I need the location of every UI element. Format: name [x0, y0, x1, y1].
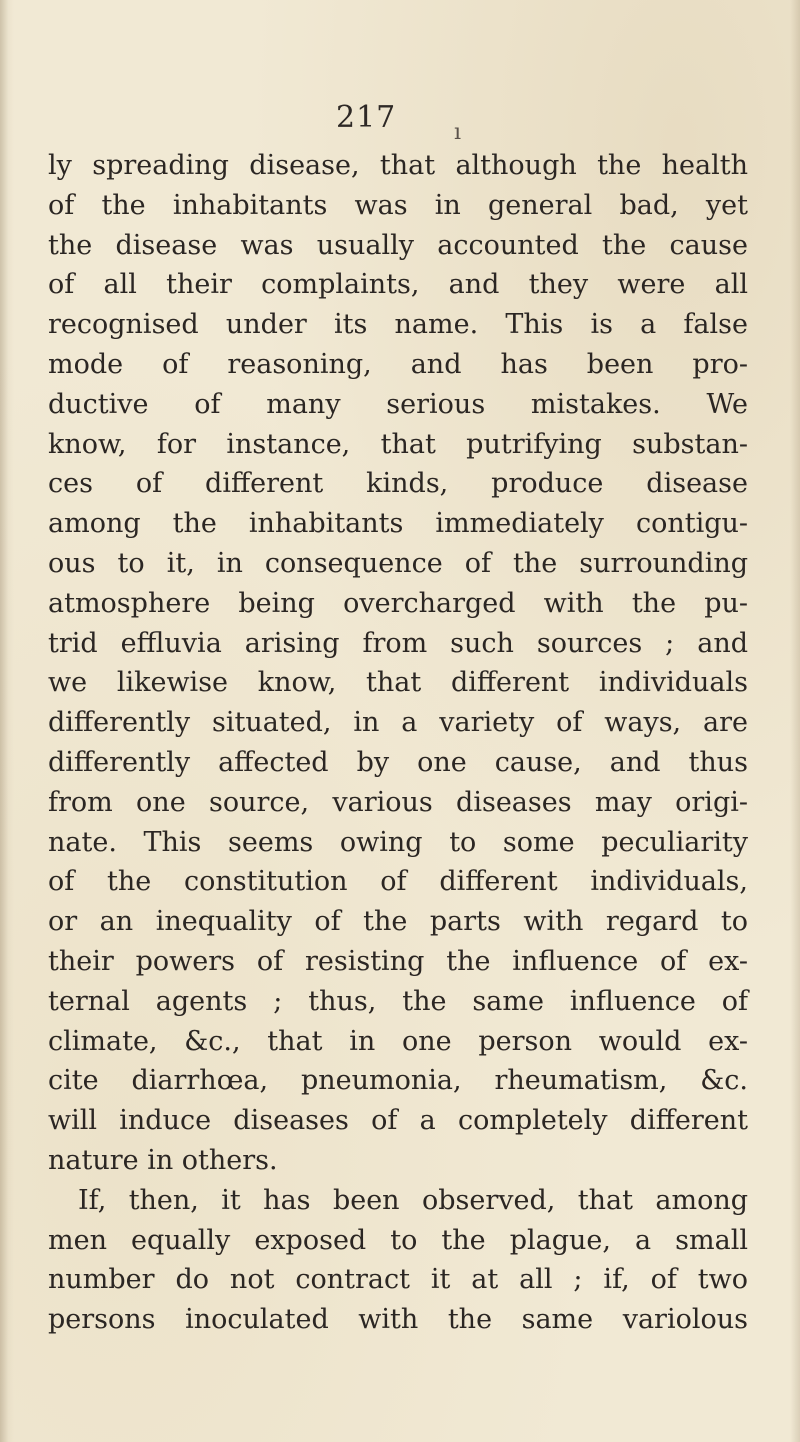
text-line: their powers of resisting the influence of ex-: [48, 945, 748, 977]
text-line: differently affected by one cause, and thus: [48, 746, 748, 778]
text-line: recognised under its name. This is a false: [48, 309, 748, 341]
text-line: we likewise know, that different individuals: [48, 667, 748, 699]
print-mark: ı: [454, 120, 462, 145]
text-line: ces of different kinds, produce disease: [48, 468, 748, 500]
text-line: climate, &c., that in one person would ex-: [48, 1025, 748, 1057]
body-text: [48, 146, 748, 1340]
text-line: among the inhabitants immediately contigu-: [48, 508, 748, 540]
text-line: persons inoculated with the same variolous: [48, 1304, 748, 1336]
page-number: 217: [336, 100, 397, 135]
text-line: men equally exposed to the plague, a small: [48, 1224, 748, 1256]
text-line: nate. This seems owing to some peculiarity: [48, 826, 748, 858]
text-line: differently situated, in a variety of ways, are: [48, 707, 748, 739]
text-line: of the constitution of different individuals,: [48, 866, 748, 898]
text-line: from one source, various diseases may origi-: [48, 786, 748, 818]
text-line: of the inhabitants was in general bad, yet: [48, 189, 748, 221]
text-line: of all their complaints, and they were all: [48, 269, 748, 301]
text-line: know, for instance, that putrifying substan-: [48, 428, 748, 460]
text-line: nature in others.: [48, 1144, 278, 1176]
page-binding-shadow: [0, 0, 14, 1442]
text-line: trid effluvia arising from such sources ; and: [48, 627, 748, 659]
text-line: If, then, it has been observed, that among: [78, 1184, 748, 1216]
text-line: number do not contract it at all ; if, of two: [48, 1264, 748, 1296]
text-line: ly spreading disease, that although the health: [48, 150, 748, 181]
text-line: will induce diseases of a completely different: [48, 1105, 748, 1137]
text-line: cite diarrhœa, pneumonia, rheumatism, &c.: [48, 1065, 748, 1097]
text-line: or an inequality of the parts with regard to: [48, 906, 748, 938]
page-edge-shadow: [790, 0, 800, 1442]
text-line: ous to it, in consequence of the surrounding: [48, 547, 748, 579]
text-line: ternal agents ; thus, the same influence of: [48, 985, 748, 1017]
text-line: mode of reasoning, and has been pro-: [48, 348, 748, 380]
text-line: ductive of many serious mistakes. We: [48, 388, 748, 420]
text-line: atmosphere being overcharged with the pu-: [48, 587, 748, 619]
text-line: the disease was usually accounted the cause: [48, 229, 748, 261]
